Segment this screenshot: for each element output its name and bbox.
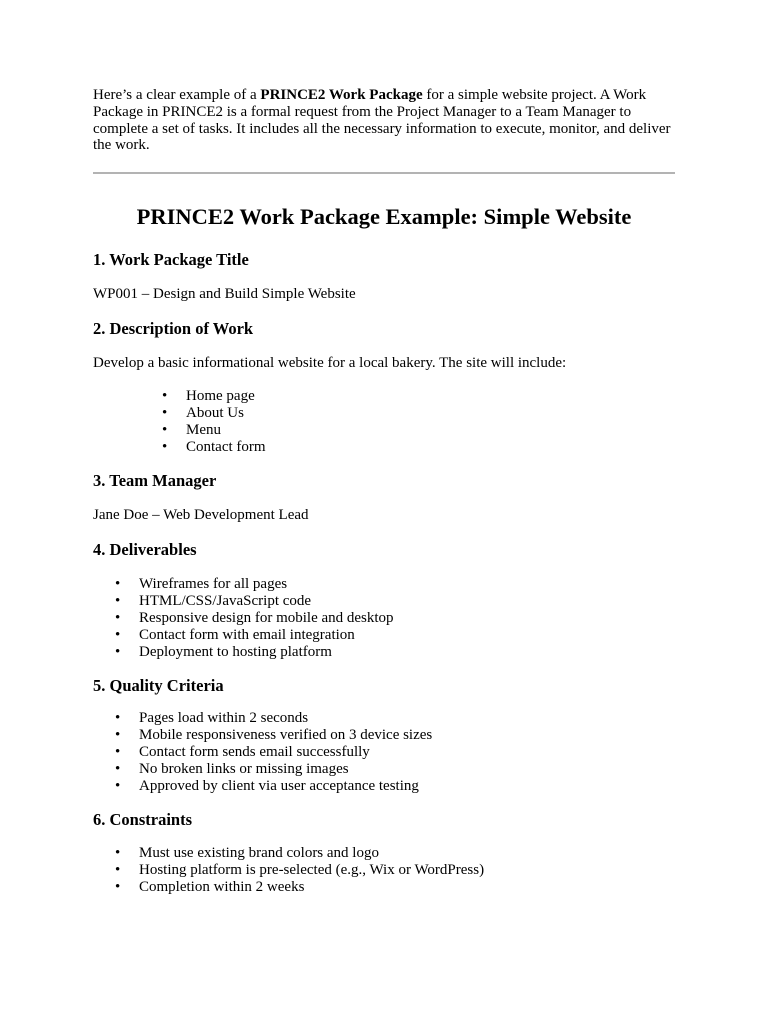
bullet-icon: • xyxy=(162,404,168,421)
bullet-icon: • xyxy=(115,643,121,660)
list-item: • Completion within 2 weeks xyxy=(115,878,305,895)
section-6-heading: 6. Constraints xyxy=(93,810,193,830)
list-item: • Menu xyxy=(162,421,221,438)
list-item: • Contact form sends email successfully xyxy=(115,743,370,760)
bullet-icon: • xyxy=(115,727,121,744)
bullet-icon: • xyxy=(115,777,121,794)
horizontal-rule xyxy=(93,172,675,174)
list-item: • Home page xyxy=(162,388,255,405)
list-item: • Mobile responsiveness verified on 3 device sizes xyxy=(115,727,433,744)
section-4-list xyxy=(93,576,675,660)
bullet-icon: • xyxy=(162,388,168,405)
bullet-icon: • xyxy=(162,438,168,455)
intro-text-before: Here’s a clear example of a xyxy=(93,87,261,103)
document-title: PRINCE2 Work Package Example: Simple Website xyxy=(136,204,632,230)
list-item: • Wireframes for all pages xyxy=(115,576,288,593)
bullet-icon: • xyxy=(115,760,121,777)
section-3-text: Jane Doe – Web Development Lead xyxy=(93,507,309,524)
section-2-list xyxy=(93,388,675,455)
list-item: • Must use existing brand colors and logo xyxy=(115,845,379,862)
bullet-icon: • xyxy=(115,878,121,895)
bullet-icon: • xyxy=(115,862,121,879)
list-item: • Deployment to hosting platform xyxy=(115,643,332,660)
intro-text-bold: PRINCE2 Work Package xyxy=(260,87,423,103)
section-1-heading: 1. Work Package Title xyxy=(93,250,249,270)
section-2-text: Develop a basic informational website for a local bakery. The site will include: xyxy=(93,355,567,372)
section-3-heading: 3. Team Manager xyxy=(93,471,217,491)
list-item: • Pages load within 2 seconds xyxy=(115,710,309,727)
list-item: • Contact form xyxy=(162,438,266,455)
bullet-icon: • xyxy=(115,593,121,610)
list-item: • About Us xyxy=(162,404,244,421)
intro-paragraph xyxy=(93,87,675,154)
document-page xyxy=(93,87,675,896)
section-2-heading: 2. Description of Work xyxy=(93,319,254,339)
section-1-text: WP001 – Design and Build Simple Website xyxy=(93,286,356,303)
bullet-icon: • xyxy=(162,421,168,438)
bullet-icon: • xyxy=(115,845,121,862)
bullet-icon: • xyxy=(115,626,121,643)
list-item: • Hosting platform is pre-selected (e.g., Wix or WordPress) xyxy=(115,862,485,879)
section-5-list xyxy=(93,710,675,794)
list-item: • Responsive design for mobile and desktop xyxy=(115,609,394,626)
bullet-icon: • xyxy=(115,743,121,760)
bullet-icon: • xyxy=(115,710,121,727)
section-4-heading: 4. Deliverables xyxy=(93,540,197,560)
list-item: • Contact form with email integration xyxy=(115,626,355,643)
intro-text-after: for a simple website project. A Work Package in PRINCE2 is a formal request from the Project Manager to a Team Manager to complete a set of tasks. It includes all the necessary information to execute, monitor, and deliver the work. xyxy=(93,87,671,154)
bullet-icon: • xyxy=(115,576,121,593)
list-item: • No broken links or missing images xyxy=(115,760,349,777)
section-6-list xyxy=(93,845,675,895)
bullet-icon: • xyxy=(115,609,121,626)
list-item: • HTML/CSS/JavaScript code xyxy=(115,593,312,610)
section-5-heading: 5. Quality Criteria xyxy=(93,676,224,696)
list-item: • Approved by client via user acceptance testing xyxy=(115,777,419,794)
